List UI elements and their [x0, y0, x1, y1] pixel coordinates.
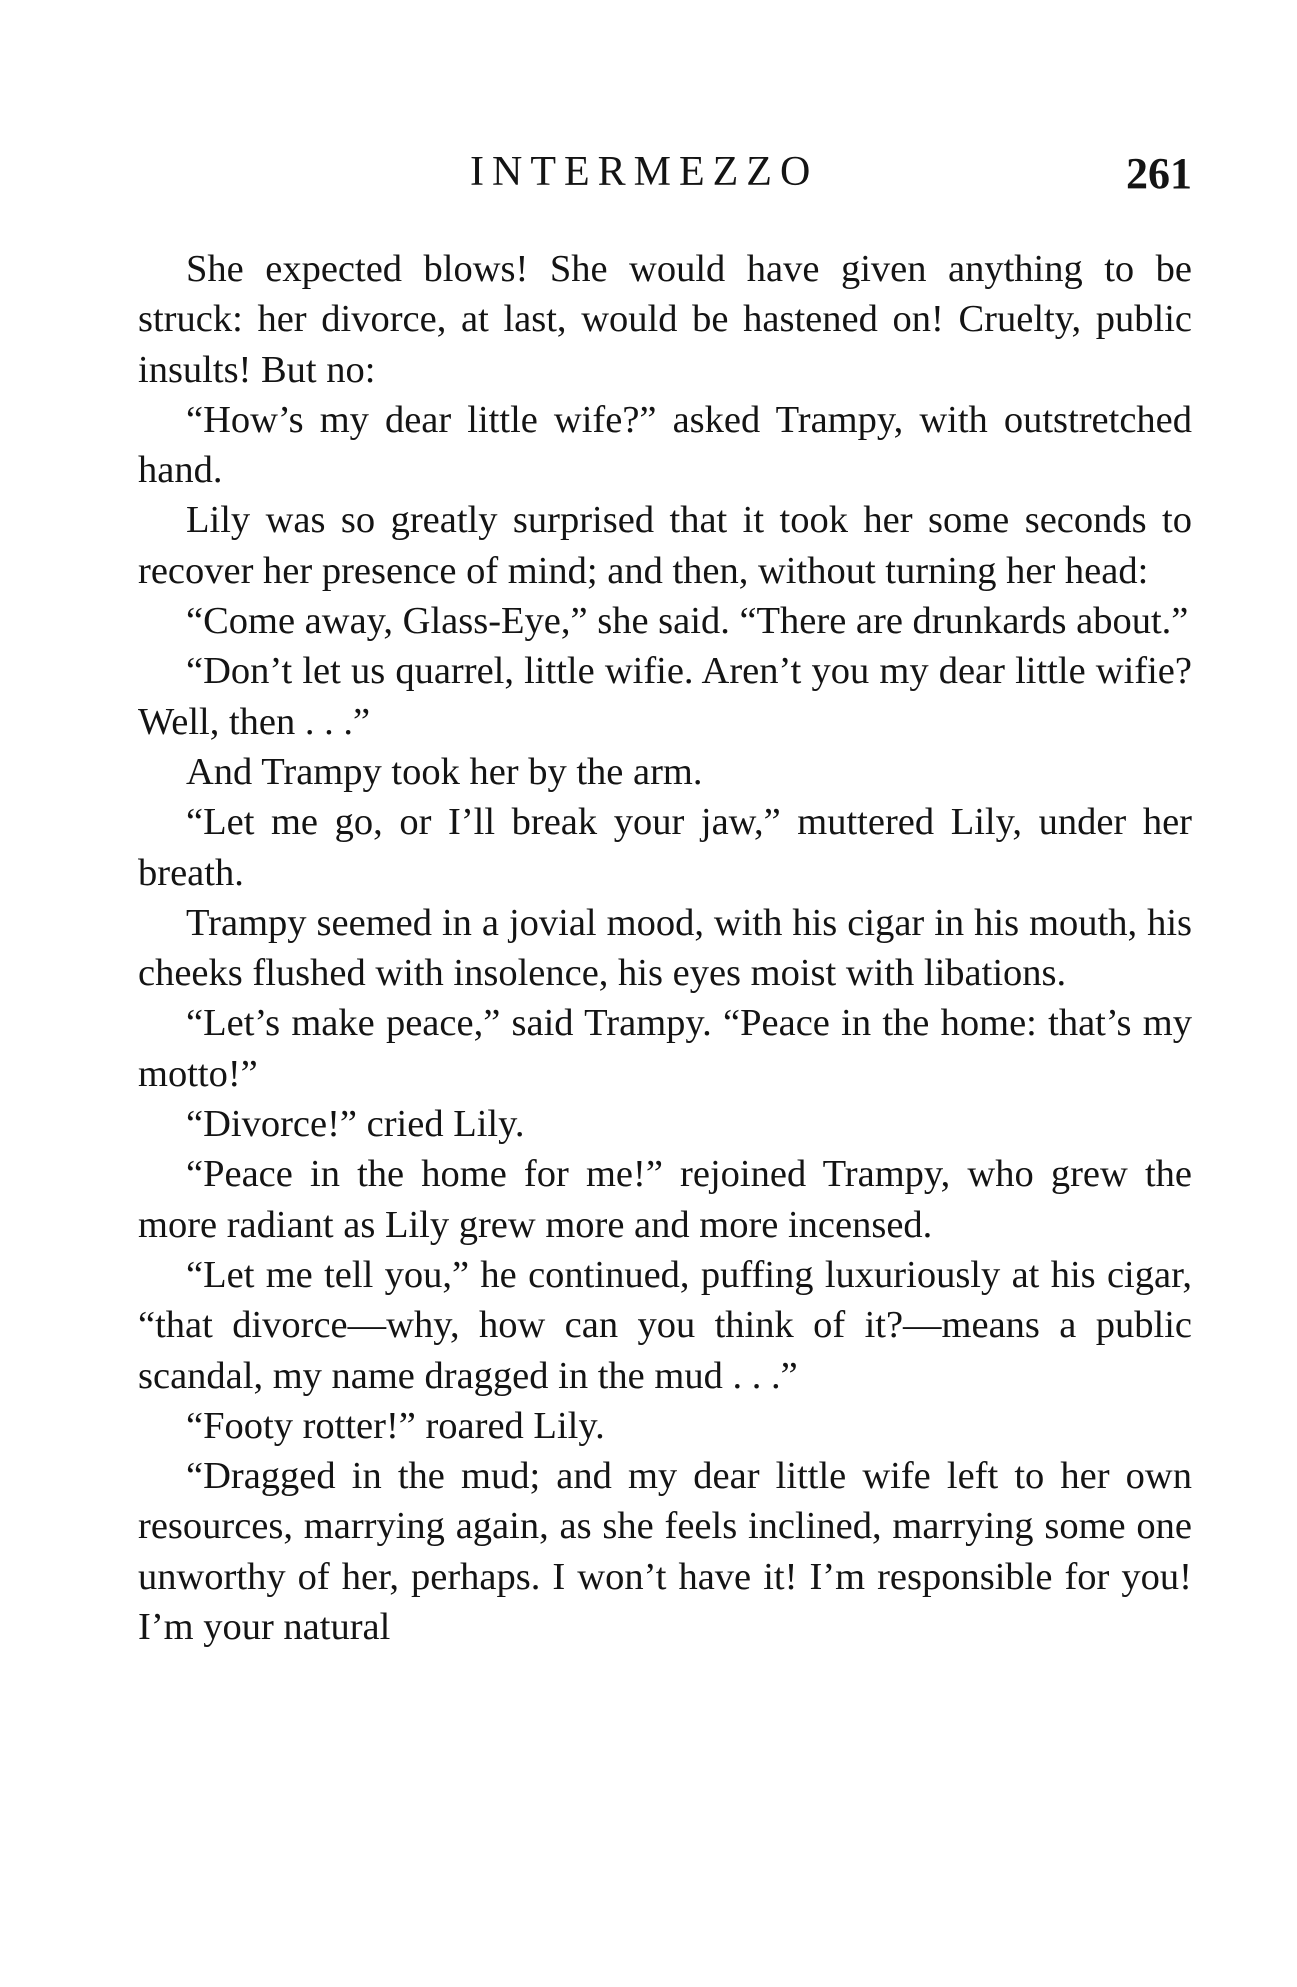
paragraph: “Let me go, or I’ll break your jaw,” muttered Lily, under her breath.	[138, 801, 1192, 894]
paragraph: “Let’s make peace,” said Trampy. “Peace in the home: that’s my motto!”	[138, 1002, 1192, 1095]
body-text	[138, 244, 1192, 1652]
paragraph: She expected blows! She would have given anything to be struck: her divorce, at last, would be hastened on! Cruelty, public insults! But no:	[138, 248, 1192, 391]
paragraph: “Come away, Glass-Eye,” she said. “There are drunkards about.”	[186, 600, 1189, 643]
paragraph: “Peace in the home for me!” rejoined Trampy, who grew the more radiant as Lily grew more and more incensed.	[138, 1153, 1192, 1246]
book-page	[138, 148, 1192, 1652]
paragraph: Trampy seemed in a jovial mood, with his cigar in his mouth, his cheeks flushed with insolence, his eyes moist with libations.	[138, 901, 1192, 995]
paragraph: Lily was so greatly surprised that it took her some seconds to recover her presence of mind; and then, without turning her head:	[138, 499, 1192, 592]
page-header	[138, 148, 1192, 208]
paragraph: “Let me tell you,” he continued, puffing luxuriously at his cigar, “that divorce—why, how can you think of it?—means a public scandal, my name dragged in the mud . . .”	[138, 1253, 1192, 1397]
paragraph: And Trampy took her by the arm.	[186, 750, 703, 793]
paragraph: “How’s my dear little wife?” asked Trampy, with outstretched hand.	[138, 398, 1192, 492]
paragraph: “Don’t let us quarrel, little wifie. Aren’t you my dear little wifie? Well, then . . .”	[138, 650, 1192, 743]
running-title: INTERMEZZO	[470, 149, 819, 195]
page-number: 261	[1126, 149, 1192, 198]
paragraph: “Dragged in the mud; and my dear little wife left to her own resources, marrying again, as she feels inclined, marrying some one unworthy of her, perhaps. I won’t have it! I’m responsible for you! I’m your natural	[138, 1455, 1192, 1649]
paragraph: “Footy rotter!” roared Lily.	[186, 1404, 605, 1447]
paragraph: “Divorce!” cried Lily.	[186, 1103, 525, 1146]
